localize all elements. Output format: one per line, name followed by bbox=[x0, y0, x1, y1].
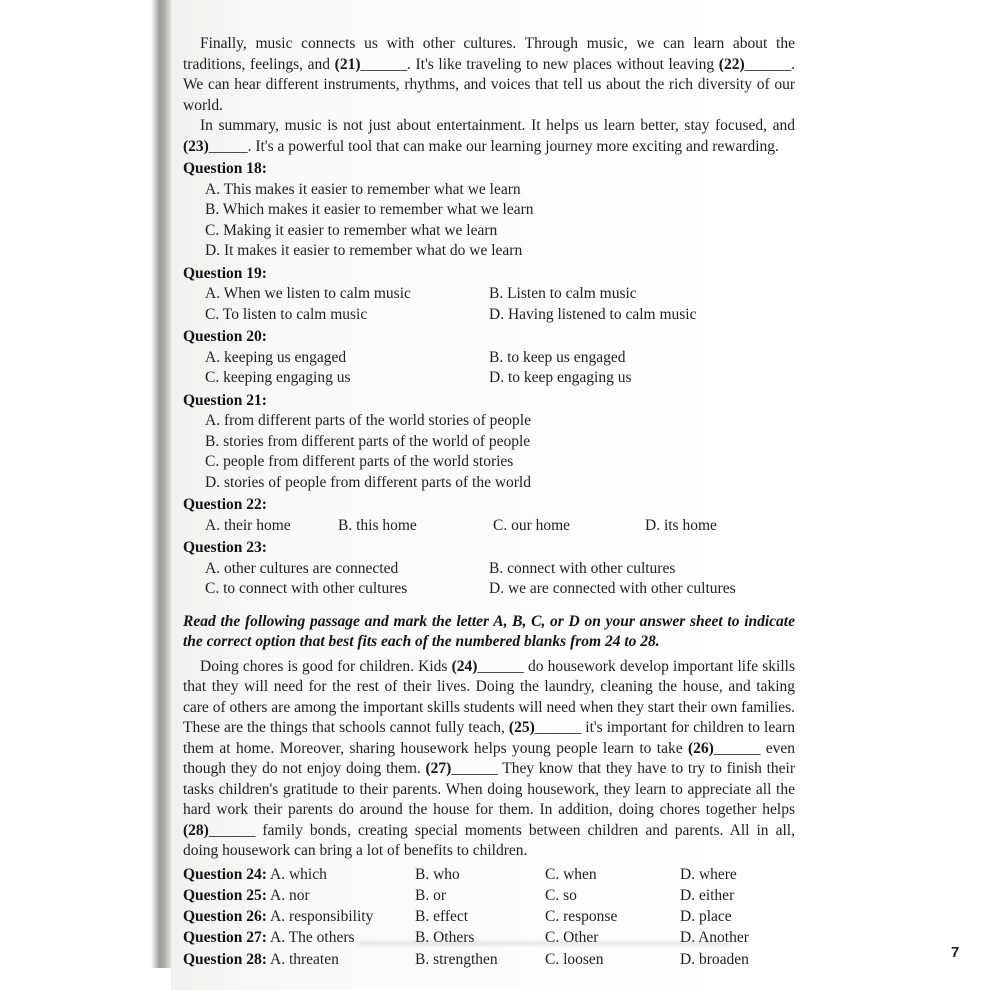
chores-text-2: ______ do housework develop important life skills that they will need for the rest of their lives. Doing the laundry, cleaning the house, and taking care of others are among the important skills students will need when they start their own families. These are the things that schools cannot fully teach, bbox=[183, 657, 795, 736]
question-21 bbox=[183, 391, 795, 494]
chores-text-6: ______ family bonds, creating special moments between children and parents. All in all, doing housework can bring a lot of benefits to children. bbox=[183, 821, 795, 859]
question-23-row-2 bbox=[183, 579, 795, 600]
question-25-option-a: A. nor bbox=[270, 886, 310, 904]
blank-24: (24) bbox=[451, 657, 478, 675]
chores-text-5: ______ They know that they have to try to finish their tasks children's gratitude to their parents. When doing housework, they learn to appreciate all the hard work their parents do around the house for them. In addition, doing chores together helps bbox=[183, 760, 795, 818]
question-18-option-a: A. This makes it easier to remember what we learn bbox=[205, 180, 521, 198]
question-26-option-d: D. place bbox=[680, 908, 732, 926]
question-23-option-a: A. other cultures are connected bbox=[205, 559, 399, 577]
question-19-heading: Question 19: bbox=[183, 264, 267, 282]
question-23-row-1 bbox=[183, 559, 795, 580]
question-20 bbox=[183, 327, 795, 389]
question-21-option-c: C. people from different parts of the world stories bbox=[205, 453, 514, 470]
blank-23: (23) bbox=[183, 137, 209, 155]
question-26-heading: Question 26: bbox=[183, 908, 267, 926]
page-content bbox=[183, 34, 795, 970]
question-26-option-c: C. response bbox=[545, 908, 618, 926]
music-paragraph-2 bbox=[183, 116, 795, 157]
question-28-heading: Question 28: bbox=[183, 950, 267, 968]
question-18-option-c: C. Making it easier to remember what we learn bbox=[205, 221, 498, 239]
chores-text-4: ______ even though they do not enjoy doing them. bbox=[183, 739, 795, 777]
question-25-heading: Question 25: bbox=[183, 886, 267, 904]
question-24-cell bbox=[183, 864, 415, 885]
question-23-option-d: D. we are connected with other cultures bbox=[489, 580, 736, 597]
question-25-row bbox=[183, 885, 795, 906]
blank-22: (22) bbox=[718, 55, 745, 73]
chores-paragraph bbox=[183, 657, 795, 862]
question-28-option-b: B. strengthen bbox=[415, 950, 498, 968]
question-19-option-c: C. To listen to calm music bbox=[205, 305, 368, 323]
chores-text-1: Doing chores is good for children. Kids bbox=[200, 657, 452, 675]
question-28-cell bbox=[183, 949, 415, 970]
music-p1-text-3: ______. We can hear different instruments, rhythms, and voices that tell us about the rich diversity of our world. bbox=[183, 55, 795, 114]
question-26-row bbox=[183, 906, 795, 927]
question-18-heading: Question 18: bbox=[183, 160, 267, 177]
question-27-option-a: A. The others bbox=[270, 929, 355, 947]
question-24-option-b: B. who bbox=[415, 865, 460, 883]
question-20-row-1 bbox=[183, 348, 795, 369]
question-19-option-b: B. Listen to calm music bbox=[489, 285, 637, 302]
question-28-option-c: C. loosen bbox=[545, 950, 604, 968]
question-24-row bbox=[183, 864, 795, 885]
question-22-row bbox=[183, 516, 795, 537]
question-24-option-c: C. when bbox=[545, 865, 597, 883]
question-23 bbox=[183, 538, 795, 600]
question-28-row bbox=[183, 949, 795, 970]
section-instructions: Read the following passage and mark the letter A, B, C, or D on your answer sheet to indicate the correct option that best fits each of the numbered blanks from 24 to 28. bbox=[183, 612, 795, 650]
question-26-option-a: A. responsibility bbox=[270, 908, 374, 926]
question-22-heading: Question 22: bbox=[183, 496, 267, 513]
question-22 bbox=[183, 495, 795, 536]
music-p2-text-2: _____. It's a powerful tool that can make our learning journey more exciting and rewarding. bbox=[208, 137, 779, 155]
question-24-heading: Question 24: bbox=[183, 865, 267, 883]
question-20-heading: Question 20: bbox=[183, 328, 267, 345]
question-27-option-d: D. Another bbox=[680, 929, 749, 947]
question-19-row-2 bbox=[183, 305, 795, 326]
question-22-option-b: B. this home bbox=[338, 516, 417, 534]
scan-showthrough-smudge bbox=[357, 941, 729, 946]
question-18-option-d: D. It makes it easier to remember what do we learn bbox=[205, 242, 523, 259]
music-p2-text-1: In summary, music is not just about entertainment. It helps us learn better, stay focused, and bbox=[200, 117, 795, 134]
question-27-option-b: B. Others bbox=[415, 929, 475, 947]
question-21-option-b: B. stories from different parts of the world of people bbox=[205, 432, 531, 450]
question-26-option-b: B. effect bbox=[415, 908, 469, 926]
question-22-option-d: D. its home bbox=[645, 516, 717, 534]
question-28-option-a: A. threaten bbox=[270, 950, 339, 968]
question-21-heading: Question 21: bbox=[183, 391, 267, 409]
blank-21: (21) bbox=[334, 55, 361, 73]
question-22-option-a: A. their home bbox=[205, 516, 291, 534]
question-19 bbox=[183, 264, 795, 326]
question-23-option-b: B. connect with other cultures bbox=[489, 559, 676, 577]
question-20-option-a: A. keeping us engaged bbox=[205, 348, 347, 366]
question-19-row-1 bbox=[183, 284, 795, 305]
question-21-option-d: D. stories of people from different parts of the world bbox=[205, 473, 531, 491]
question-23-heading: Question 23: bbox=[183, 539, 267, 556]
question-27-heading: Question 27: bbox=[183, 929, 267, 947]
question-22-option-c: C. our home bbox=[493, 516, 571, 534]
music-p1-text-1: Finally, music connects us with other cultures. Through music, we can learn about the traditions, feelings, and bbox=[183, 35, 795, 73]
book-spine-shadow bbox=[151, 0, 172, 968]
question-25-option-b: B. or bbox=[415, 886, 446, 904]
music-p1-text-2: ______. It's like traveling to new places without leaving bbox=[360, 55, 719, 73]
question-26-cell bbox=[183, 906, 415, 927]
question-18-option-b: B. Which makes it easier to remember what we learn bbox=[205, 201, 534, 218]
blank-26: (26) bbox=[688, 739, 714, 757]
question-25-cell bbox=[183, 885, 415, 906]
question-25-option-d: D. either bbox=[680, 886, 735, 904]
question-28-option-d: D. broaden bbox=[680, 950, 749, 968]
chores-text-3: ______ it's important for children to learn them at home. Moreover, sharing housework helps young people learn to take bbox=[183, 719, 795, 757]
page-number: 7 bbox=[951, 944, 960, 961]
question-20-option-c: C. keeping engaging us bbox=[205, 369, 351, 386]
question-25-option-c: C. so bbox=[545, 886, 577, 904]
question-19-option-a: A. When we listen to calm music bbox=[205, 285, 411, 302]
question-20-option-b: B. to keep us engaged bbox=[489, 348, 626, 366]
question-24-option-d: D. where bbox=[680, 865, 737, 883]
blank-28: (28) bbox=[183, 821, 209, 839]
question-27-option-c: C. Other bbox=[545, 929, 599, 947]
question-23-option-c: C. to connect with other cultures bbox=[205, 580, 408, 597]
question-24-option-a: A. which bbox=[270, 865, 327, 883]
blank-25: (25) bbox=[508, 719, 535, 736]
music-paragraph-1 bbox=[183, 34, 795, 116]
questions-24-28 bbox=[183, 864, 795, 970]
question-19-option-d: D. Having listened to calm music bbox=[489, 305, 697, 323]
question-20-row-2 bbox=[183, 368, 795, 389]
question-18 bbox=[183, 159, 795, 262]
question-20-option-d: D. to keep engaging us bbox=[489, 369, 632, 386]
page-surface bbox=[171, 0, 990, 990]
blank-27: (27) bbox=[425, 760, 452, 777]
question-21-option-a: A. from different parts of the world stories of people bbox=[205, 412, 531, 429]
